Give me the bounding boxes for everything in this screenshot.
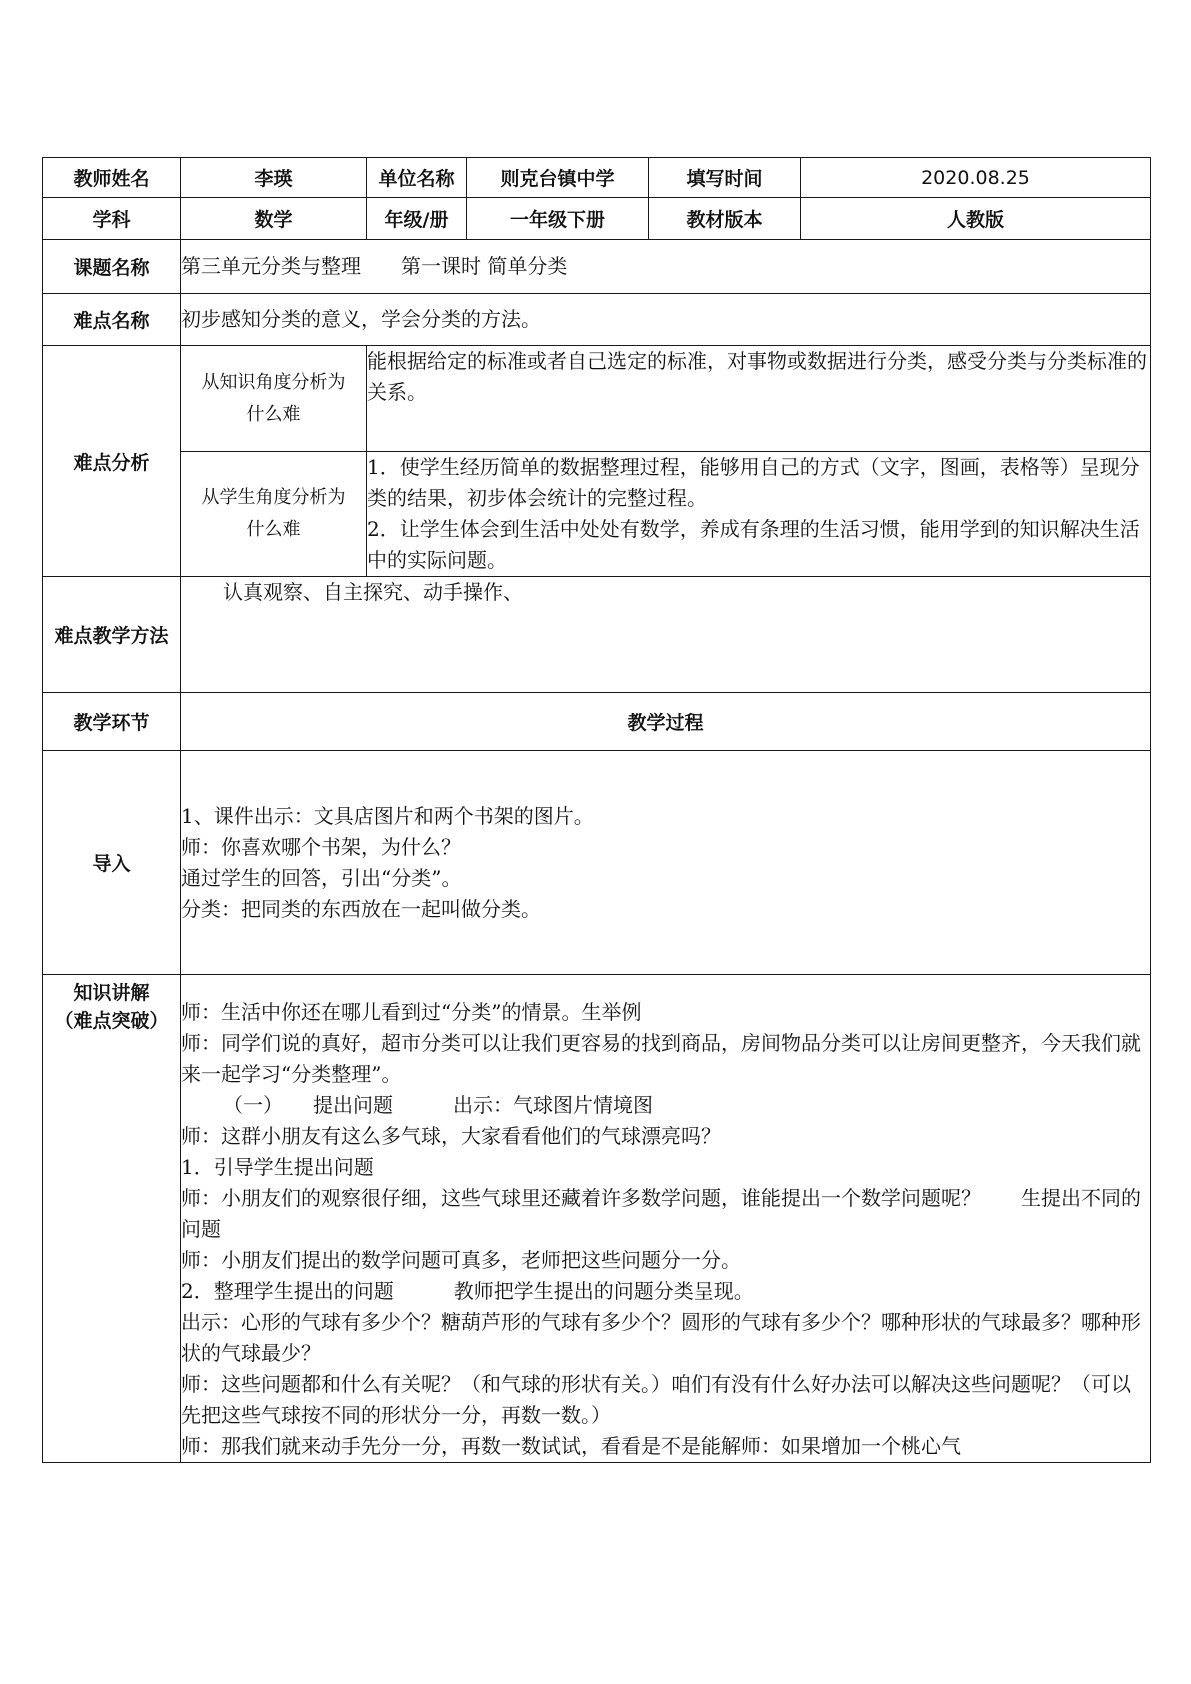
knowledge-label-main: 知识讲解 xyxy=(73,982,150,1004)
difficulty-value: 初步感知分类的意义，学会分类的方法。 xyxy=(181,294,1151,346)
topic-label: 课题名称 xyxy=(43,240,181,294)
process-header-row xyxy=(43,693,1151,751)
knowledge-row xyxy=(43,975,1151,1463)
knowledge-angle-label xyxy=(181,346,367,452)
knowledge-label xyxy=(43,975,181,1463)
analysis-label: 难点分析 xyxy=(43,346,181,577)
intro-line: 通过学生的回答，引出“分类”。 xyxy=(181,865,462,890)
student-angle-text: 从学生角度分析为什么难 xyxy=(201,487,346,540)
knowledge-line: 师：那我们就来动手先分一分，再数一数试试，看看是不是能解师：如果增加一个桃心气 xyxy=(181,1434,961,1458)
analysis-knowledge-row xyxy=(43,346,1151,452)
knowledge-line: 师：小朋友们的观察很仔细，这些气球里还藏着许多数学问题，谁能提出一个数学问题呢？ 生提出不同的问题 xyxy=(181,1186,1141,1241)
knowledge-line: 出示：心形的气球有多少个？糖葫芦形的气球有多少个？圆形的气球有多少个？哪种形状的气球最多？哪种形状的气球最少？ xyxy=(181,1310,1141,1365)
process-label: 教学过程 xyxy=(181,693,1151,751)
knowledge-line: 2．整理学生提出的问题 教师把学生提出的问题分类呈现。 xyxy=(181,1279,754,1303)
knowledge-line: 师：这些问题都和什么有关呢？（和气球的形状有关。）咱们有没有什么好办法可以解决这些问题呢？（可以先把这些气球按不同的形状分一分，再数一数。） xyxy=(181,1372,1131,1427)
knowledge-label-sub: （难点突破） xyxy=(54,1010,169,1032)
knowledge-content xyxy=(181,975,1151,1463)
intro-line: 师：你喜欢哪个书架，为什么？ xyxy=(181,834,461,859)
header-row-2 xyxy=(43,198,1151,240)
student-point-2: 2．让学生体会到生活中处处有数学，养成有条理的生活习惯，能用学到的知识解决生活中的实际问题。 xyxy=(367,517,1140,572)
method-value: 认真观察、自主探究、动手操作、 xyxy=(181,577,1151,693)
stage-label: 教学环节 xyxy=(43,693,181,751)
knowledge-line: （一） 提出问题 出示：气球图片情境图 xyxy=(223,1093,653,1117)
edition-value: 人教版 xyxy=(801,198,1151,240)
knowledge-line: 师：小朋友们提出的数学问题可真多，老师把这些问题分一分。 xyxy=(181,1248,741,1272)
intro-row xyxy=(43,751,1151,975)
lesson-plan-table xyxy=(42,157,1151,1463)
teacher-name: 李瑛 xyxy=(181,158,367,198)
knowledge-angle-value: 能根据给定的标准或者自己选定的标准，对事物或数据进行分类，感受分类与分类标准的关系。 xyxy=(367,346,1151,452)
knowledge-line: 师：这群小朋友有这么多气球，大家看看他们的气球漂亮吗？ xyxy=(181,1124,721,1148)
subject-label: 学科 xyxy=(43,198,181,240)
date-label: 填写时间 xyxy=(649,158,801,198)
date-value: 2020.08.25 xyxy=(801,158,1151,198)
unit-name: 则克台镇中学 xyxy=(467,158,649,198)
edition-label: 教材版本 xyxy=(649,198,801,240)
intro-content xyxy=(181,751,1151,975)
knowledge-line: 师：同学们说的真好，超市分类可以让我们更容易的找到商品，房间物品分类可以让房间更整齐，今天我们就来一起学习“分类整理”。 xyxy=(181,1031,1141,1086)
difficulty-label: 难点名称 xyxy=(43,294,181,346)
intro-line: 分类：把同类的东西放在一起叫做分类。 xyxy=(181,896,541,921)
knowledge-line: 1．引导学生提出问题 xyxy=(181,1155,374,1179)
teacher-label: 教师姓名 xyxy=(43,158,181,198)
analysis-student-row xyxy=(43,452,1151,577)
knowledge-angle-text: 从知识角度分析为什么难 xyxy=(201,371,346,425)
method-row xyxy=(43,577,1151,693)
student-angle-label xyxy=(181,452,367,577)
intro-line: 1、课件出示：文具店图片和两个书架的图片。 xyxy=(181,803,594,828)
topic-value: 第三单元分类与整理 第一课时 简单分类 xyxy=(181,240,1151,294)
student-angle-value xyxy=(367,452,1151,577)
intro-label: 导入 xyxy=(43,751,181,975)
student-point-1: 1．使学生经历简单的数据整理过程，能够用自己的方式（文字，图画，表格等）呈现分类的结果，初步体会统计的完整过程。 xyxy=(367,455,1140,510)
knowledge-line: 师：生活中你还在哪儿看到过“分类”的情景。生举例 xyxy=(181,1000,642,1024)
subject-value: 数学 xyxy=(181,198,367,240)
grade-label: 年级/册 xyxy=(367,198,467,240)
unit-label: 单位名称 xyxy=(367,158,467,198)
topic-row xyxy=(43,240,1151,294)
header-row-1 xyxy=(43,158,1151,198)
method-label: 难点教学方法 xyxy=(43,577,181,693)
difficulty-row xyxy=(43,294,1151,346)
grade-value: 一年级下册 xyxy=(467,198,649,240)
